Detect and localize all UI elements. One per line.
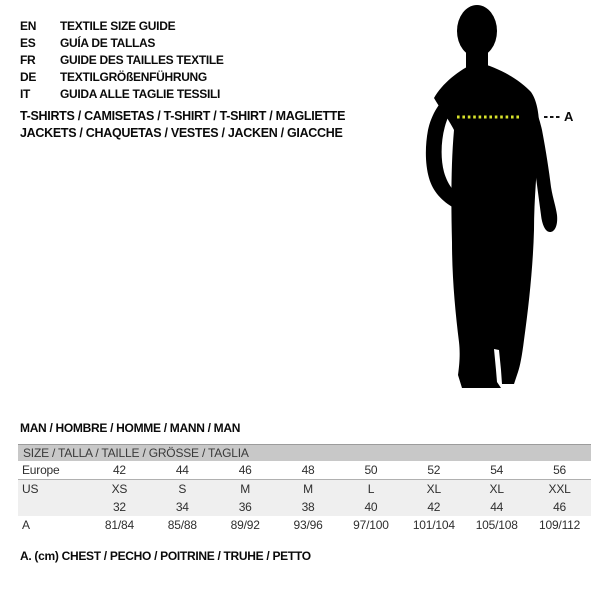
cell: 109/112 bbox=[528, 516, 591, 534]
category-tshirts: T-SHIRTS / CAMISETAS / T-SHIRT / T-SHIRT / MAGLIETTE bbox=[20, 109, 346, 123]
cell: 42 bbox=[88, 461, 151, 480]
table-row-chest-cm bbox=[18, 516, 591, 534]
measure-leader-dashes bbox=[544, 116, 562, 118]
language-row-en bbox=[20, 17, 224, 34]
language-code: DE bbox=[20, 69, 37, 84]
language-label: GUÍA DE TALLAS bbox=[60, 35, 156, 50]
language-row-fr bbox=[20, 51, 224, 68]
cell: 36 bbox=[214, 498, 277, 516]
cell: 54 bbox=[465, 461, 528, 480]
language-label: GUIDA ALLE TAGLIE TESSILI bbox=[60, 86, 221, 101]
gender-label: MAN / HOMBRE / HOMME / MANN / MAN bbox=[20, 421, 241, 435]
cell: 44 bbox=[465, 498, 528, 516]
row-label: A bbox=[18, 516, 88, 534]
category-jackets: JACKETS / CHAQUETAS / VESTES / JACKEN / GIACCHE bbox=[20, 126, 343, 140]
cell: 46 bbox=[528, 498, 591, 516]
cell: 81/84 bbox=[88, 516, 151, 534]
cell: 101/104 bbox=[402, 516, 465, 534]
language-row-de bbox=[20, 68, 224, 85]
cell: 50 bbox=[340, 461, 403, 480]
language-label: GUIDE DES TAILLES TEXTILE bbox=[60, 52, 224, 67]
language-label: TEXTILGRÖßENFÜHRUNG bbox=[60, 69, 207, 84]
table-row-us bbox=[18, 480, 591, 499]
size-table bbox=[18, 444, 591, 534]
language-row-it bbox=[20, 85, 224, 102]
language-code: IT bbox=[20, 86, 31, 101]
cell: 32 bbox=[88, 498, 151, 516]
cell: 93/96 bbox=[277, 516, 340, 534]
cell: L bbox=[340, 480, 403, 499]
cell: 48 bbox=[277, 461, 340, 480]
row-label: US bbox=[18, 480, 88, 499]
cell: M bbox=[277, 480, 340, 499]
cell: XL bbox=[465, 480, 528, 499]
size-table-header-row bbox=[18, 445, 591, 462]
cell: S bbox=[151, 480, 214, 499]
measure-label-a: A bbox=[564, 109, 574, 124]
garment-categories bbox=[20, 108, 345, 142]
cell: M bbox=[214, 480, 277, 499]
row-label bbox=[18, 498, 88, 516]
table-row-alt-sizes bbox=[18, 498, 591, 516]
man-silhouette-svg bbox=[410, 4, 562, 390]
table-row-europe bbox=[18, 461, 591, 480]
measurement-footnote: A. (cm) CHEST / PECHO / POITRINE / TRUHE / PETTO bbox=[20, 549, 311, 563]
language-label: TEXTILE SIZE GUIDE bbox=[60, 18, 176, 33]
language-code: ES bbox=[20, 35, 36, 50]
cell: 34 bbox=[151, 498, 214, 516]
cell: 52 bbox=[402, 461, 465, 480]
cell: XS bbox=[88, 480, 151, 499]
cell: XL bbox=[402, 480, 465, 499]
cell: 42 bbox=[402, 498, 465, 516]
cell: 89/92 bbox=[214, 516, 277, 534]
cell: 46 bbox=[214, 461, 277, 480]
cell: 38 bbox=[277, 498, 340, 516]
cell: 44 bbox=[151, 461, 214, 480]
language-code: EN bbox=[20, 18, 37, 33]
language-row-es bbox=[20, 34, 224, 51]
man-silhouette bbox=[410, 4, 562, 390]
cell: 97/100 bbox=[340, 516, 403, 534]
row-label: Europe bbox=[18, 461, 88, 480]
cell: 40 bbox=[340, 498, 403, 516]
cell: 105/108 bbox=[465, 516, 528, 534]
cell: 56 bbox=[528, 461, 591, 480]
language-code: FR bbox=[20, 52, 36, 67]
cell: 85/88 bbox=[151, 516, 214, 534]
size-table-header: SIZE / TALLA / TAILLE / GRÖSSE / TAGLIA bbox=[18, 445, 591, 462]
language-list bbox=[20, 17, 224, 102]
cell: XXL bbox=[528, 480, 591, 499]
